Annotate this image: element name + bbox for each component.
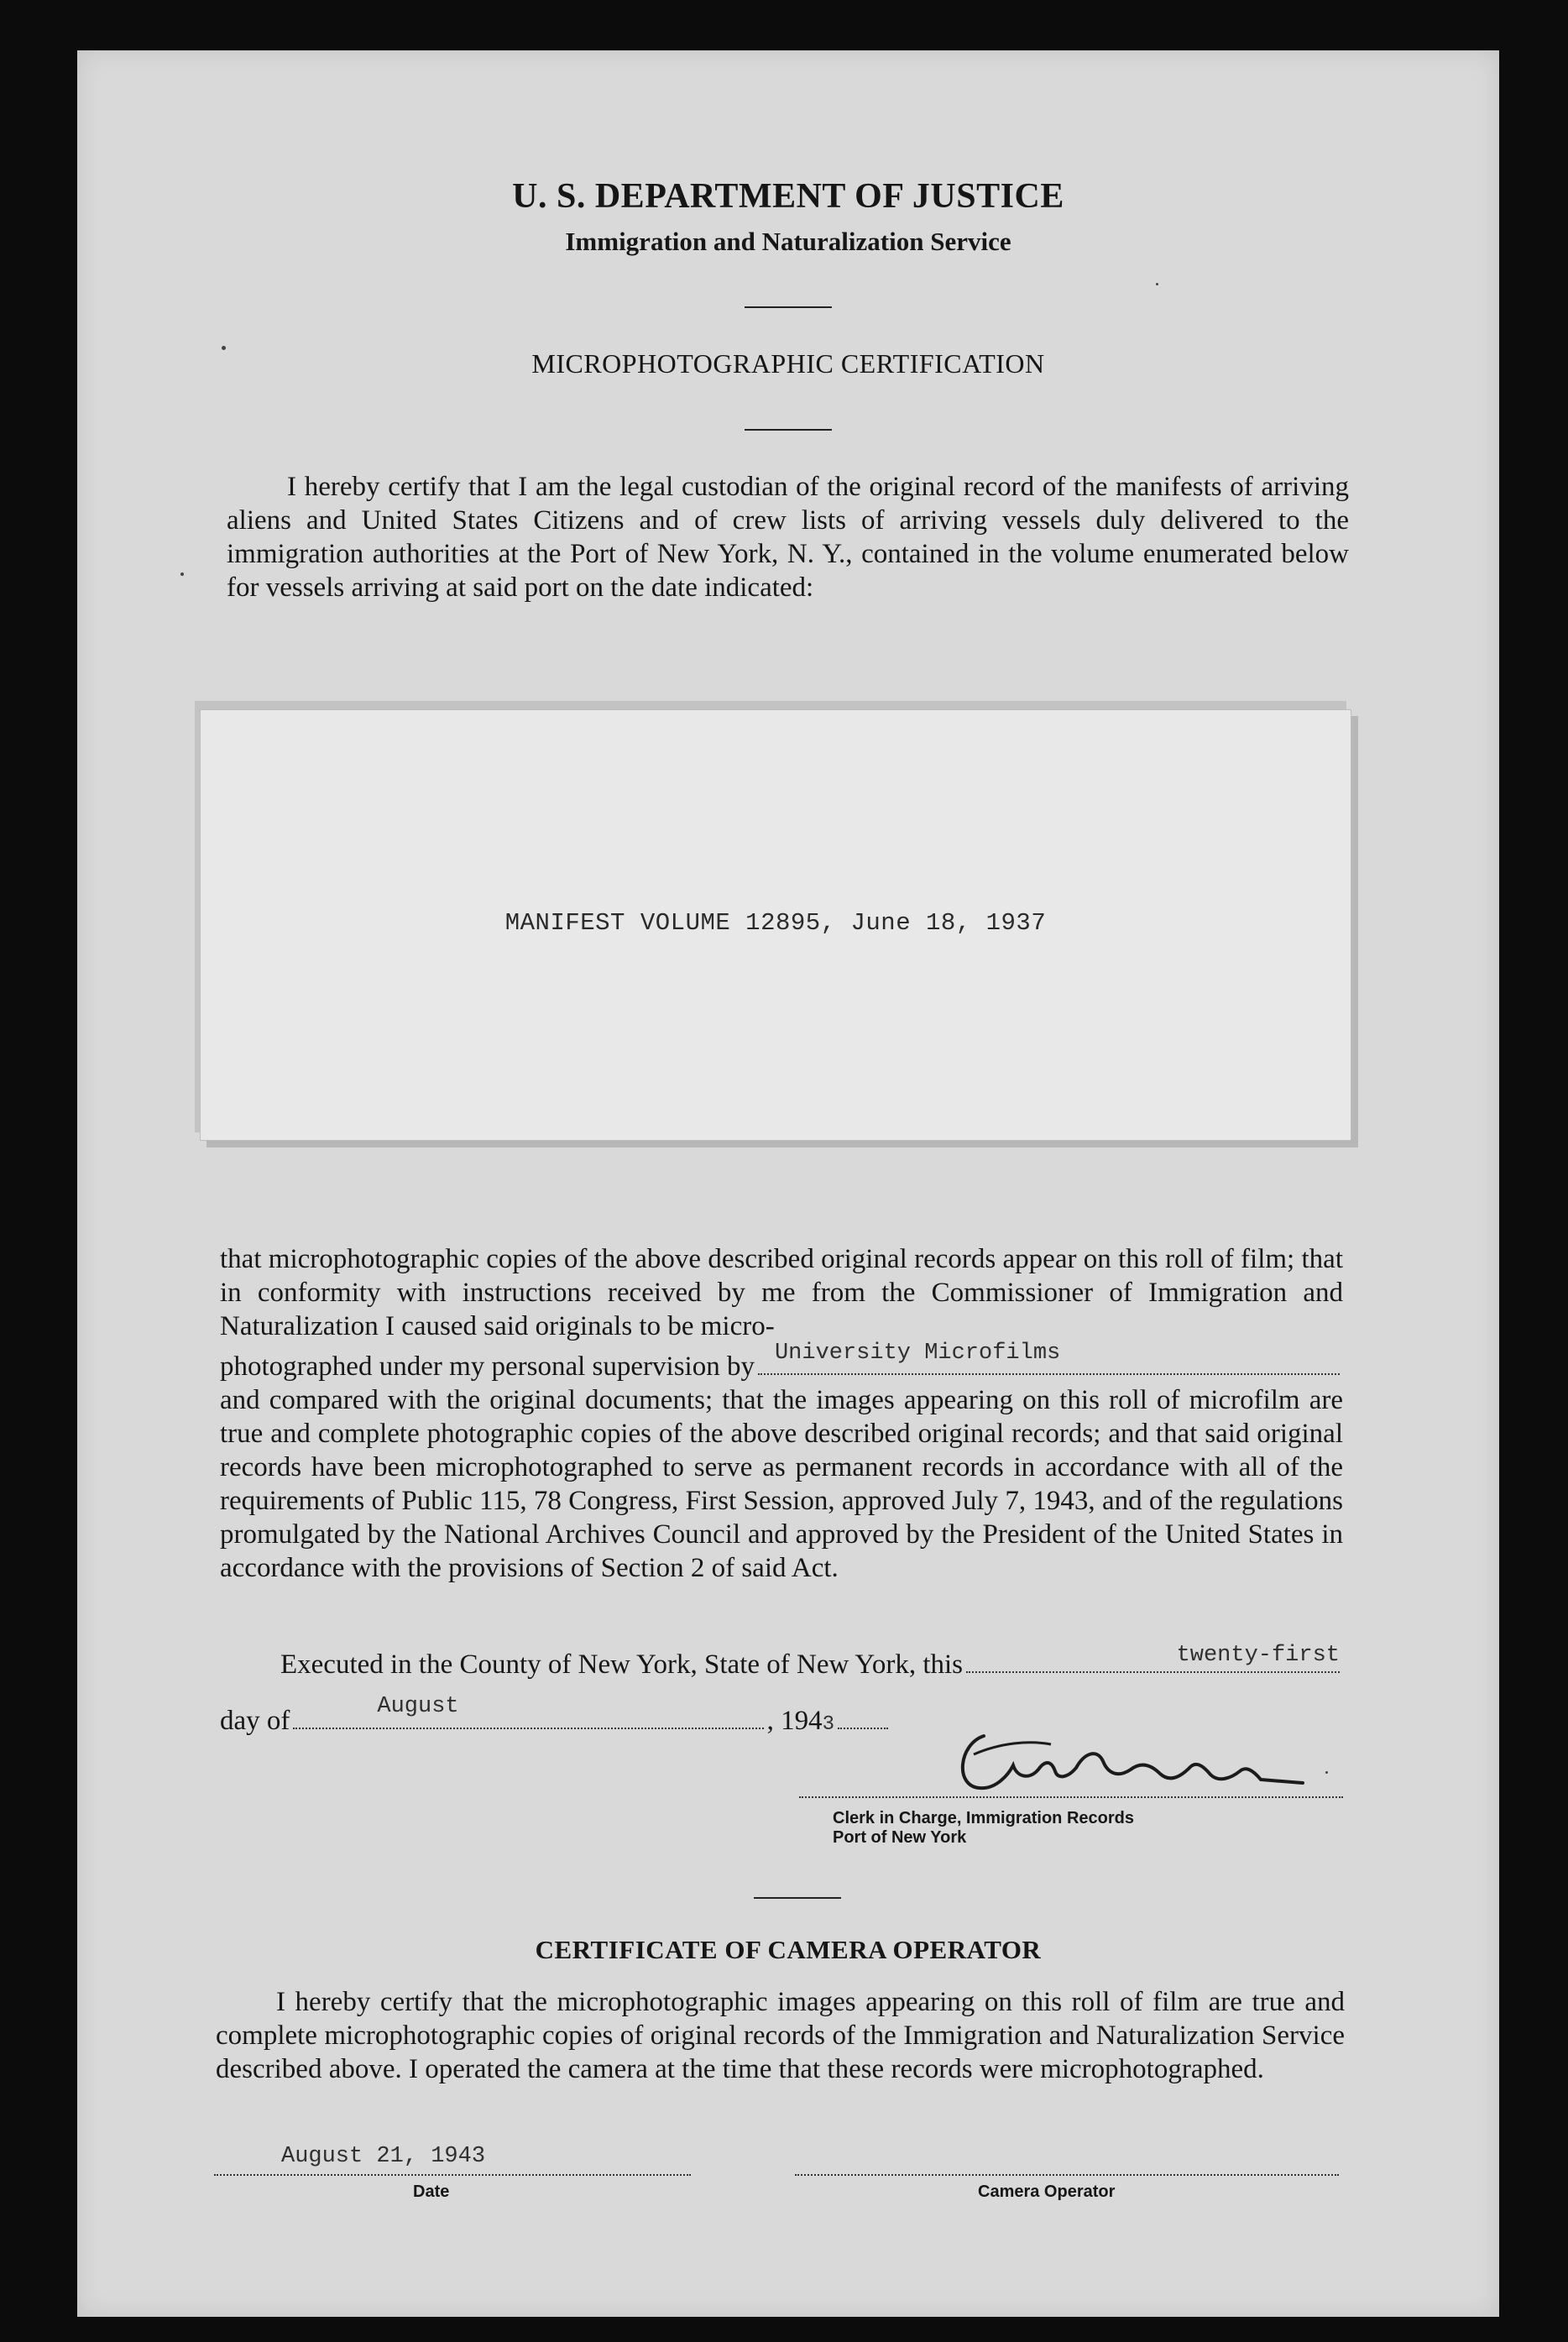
clerk-title-line1: Clerk in Charge, Immigration Records: [833, 1809, 1134, 1827]
month-fill-line: [293, 1694, 763, 1729]
year-fill-line: [838, 1727, 888, 1729]
camera-operator-label: Camera Operator: [978, 2183, 1116, 2201]
divider-rule: [745, 429, 832, 431]
camera-operator-statement: I hereby certify that the microphotographic images appearing on this roll of film are true and complete microphotographic copies of original records of the Immigration and Naturalization Service described above. I operated the camera at the time that these records were microphotographed.: [216, 1987, 1345, 2084]
divider-rule: [754, 1897, 841, 1899]
camera-operator-title: CERTIFICATE OF CAMERA OPERATOR: [535, 1935, 1042, 1964]
day-fill-line: [966, 1643, 1340, 1673]
intro-text: I hereby certify that I am the legal custodian of the original record of the manifests of arriving aliens and United States Citizens and of crew lists of arriving vessels duly delivered to the immigration authorities at the Port of New York, N. Y., contained in the volume enumerated below for vessels arriving at said port on the date indicated:: [227, 472, 1349, 603]
day-typed-value: twenty-first: [1176, 1643, 1340, 1668]
manifest-inset-slip: [200, 709, 1351, 1141]
supervisor-typed-value: University Microfilms: [774, 1341, 1061, 1366]
executed-line: [280, 1643, 1343, 1681]
date-line: [214, 2174, 691, 2176]
clerk-signature: [950, 1728, 1320, 1803]
date-typed-value: August 21, 1943: [281, 2144, 486, 2169]
day-of-line: [220, 1694, 891, 1737]
camera-operator-signature-line: [795, 2174, 1339, 2176]
clerk-title-line2: Port of New York: [833, 1828, 967, 1847]
certification-intro: [227, 470, 1349, 604]
department-heading: U. S. DEPARTMENT OF JUSTICE: [512, 177, 1064, 216]
supervision-line: [220, 1341, 1343, 1383]
manifest-volume-label: MANIFEST VOLUME 12895, June 18, 1937: [504, 909, 1047, 937]
year-prefix: , 194: [766, 1706, 823, 1736]
clerk-title: [833, 1809, 1134, 1848]
camera-operator-text: [216, 1985, 1345, 2086]
executed-prefix: Executed in the County of New York, State of New York, this: [280, 1649, 964, 1680]
supervision-prefix: photographed under my personal supervision by: [220, 1351, 755, 1382]
day-of-label: day of: [220, 1706, 290, 1736]
supervisor-fill-line: [758, 1341, 1340, 1375]
certificate-document: [77, 50, 1499, 2317]
divider-rule: [745, 306, 832, 308]
clerk-signature-line: [799, 1796, 1343, 1798]
date-label: Date: [413, 2183, 450, 2201]
service-subheading: Immigration and Naturalization Service: [565, 227, 1011, 256]
certification-body: [220, 1242, 1343, 1585]
month-typed-value: August: [377, 1694, 459, 1719]
year-typed-digit: 3: [822, 1713, 834, 1736]
certification-title: MICROPHOTOGRAPHIC CERTIFICATION: [531, 348, 1045, 379]
body-end-text: and compared with the original documents; that the images appearing on this roll of microfilm are true and complete photographic copies of the above described original records; and that said original records have been microphotographed to serve as permanent records in accordance with all of the requirements of Public 115, 78 Congress, First Session, approved July 7, 1943, and of the regulations promulgated by the National Archives Council and approved by the President of the United States in accordance with the provisions of Section 2 of said Act.: [220, 1385, 1343, 1583]
body-start-text: that microphotographic copies of the above described original records appear on this roll of film; that in conformity with instructions received by me from the Commissioner of Immigration and Naturalization I caused said originals to be micro-: [220, 1244, 1343, 1341]
